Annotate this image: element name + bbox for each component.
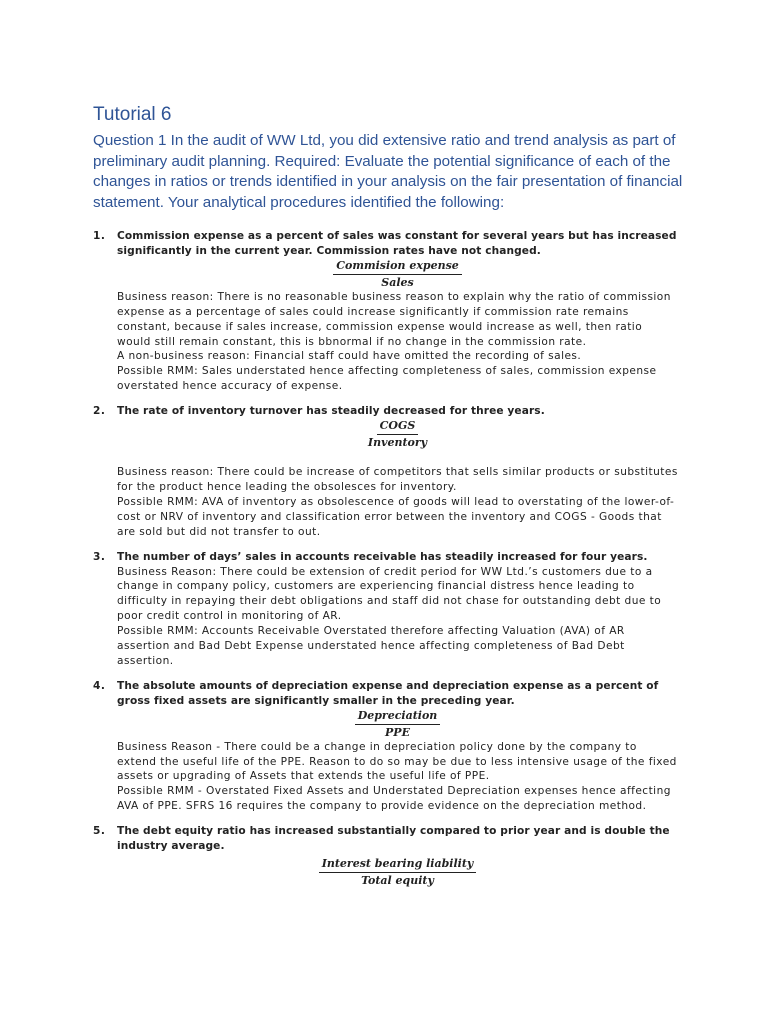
ratio-formula [117,418,678,451]
item-question: The debt equity ratio has increased substantially compared to prior year and is double the industry average. [117,825,670,853]
formula-numerator: Interest bearing liability [319,856,477,873]
possible-rmm: Possible RMM: Accounts Receivable Overstated therefore affecting Valuation (AVA) of AR assertion and Bad Debt Expense understated hence affecting completeness of Bad Debt assertion. [117,625,625,667]
item-question: Commission expense as a percent of sales was constant for several years but has increased significantly in the current year. Commission rates have not changed. [117,230,677,257]
business-reason: Business reason: There could be increase of competitors that sells similar products or substitutes for the product hence leading the obsolesces for inventory. [117,466,678,493]
list-item [93,550,678,679]
business-reason: Business Reason - There could be a change in depreciation policy done by the company to extend the useful life of the PPE. Reason to do so may be due to less intensive usage of the fixed assets or upgrading of Assets that extends the useful life of PPE. [117,740,677,783]
formula-denominator: Sales [381,275,414,289]
formula-numerator: COGS [377,418,419,435]
item-number: 1. [93,230,106,242]
formula-denominator: PPE [385,725,410,739]
ratio-formula [117,856,678,889]
item-question: The rate of inventory turnover has steadily decreased for three years. [117,405,545,418]
possible-rmm: Possible RMM: Sales understated hence affecting completeness of sales, commission expense overstated hence accuracy of expense. [117,365,657,393]
item-number: 5. [93,825,106,838]
list-item [93,404,678,549]
item-number: 2. [93,405,106,418]
possible-rmm: Possible RMM: AVA of inventory as obsolescence of goods will lead to overstating of the lower-of-cost or NRV of inventory and classification error between the inventory and COGS - Goods that are sold but did not transfer to out. [117,495,675,538]
formula-numerator: Depreciation [355,708,441,725]
non-business-reason: A non-business reason: Financial staff could have omitted the recording of sales. [117,350,582,363]
question-intro: Question 1 In the audit of WW Ltd, you did extensive ratio and trend analysis as part of preliminary audit planning. Required: Evaluate the potential significance of each of the changes in ratios or trends identified in your analysis on the fair presentation of financial statement. Your analytical procedures identified the following: [93,132,683,211]
formula-denominator: Inventory [367,436,428,450]
business-reason: Business Reason: There could be extension of credit period for WW Ltd.’s customers due to a change in company policy, customers are experiencing financial distress hence leading to difficulty in repaying their debt obligations and staff did not chase for outstanding debt due to poor credit control in monitoring of AR. [117,565,662,623]
formula-numerator: Commision expense [333,258,462,275]
formula-denominator: Total equity [361,874,434,887]
item-number: 4. [93,679,106,692]
item-number: 3. [93,550,106,563]
list-item [93,229,678,404]
business-reason: Business reason: There is no reasonable business reason to explain why the ratio of commission expense as a percentage of sales could increase significantly if commission rate remains constant, because if sales increase, commission expense would increase as well, then ratio would still remain constant, this is bbnormal if no change in the commission rate. [117,290,671,348]
ratio-formula [117,258,678,291]
list-item [93,824,678,889]
possible-rmm: Possible RMM - Overstated Fixed Assets and Understated Depreciation expenses hence affecting AVA of PPE. SFRS 16 requires the company to provide evidence on the depreciation method. [117,785,671,813]
document-title: Tutorial 6 [93,104,172,125]
item-question: The absolute amounts of depreciation expense and depreciation expense as a percent of gross fixed assets are significantly smaller in the preceding year. [117,679,659,707]
list-item [93,679,678,824]
ratio-list [93,229,678,888]
item-question: The number of days’ sales in accounts receivable has steadily increased for four years. [117,550,648,563]
ratio-formula [117,708,678,741]
